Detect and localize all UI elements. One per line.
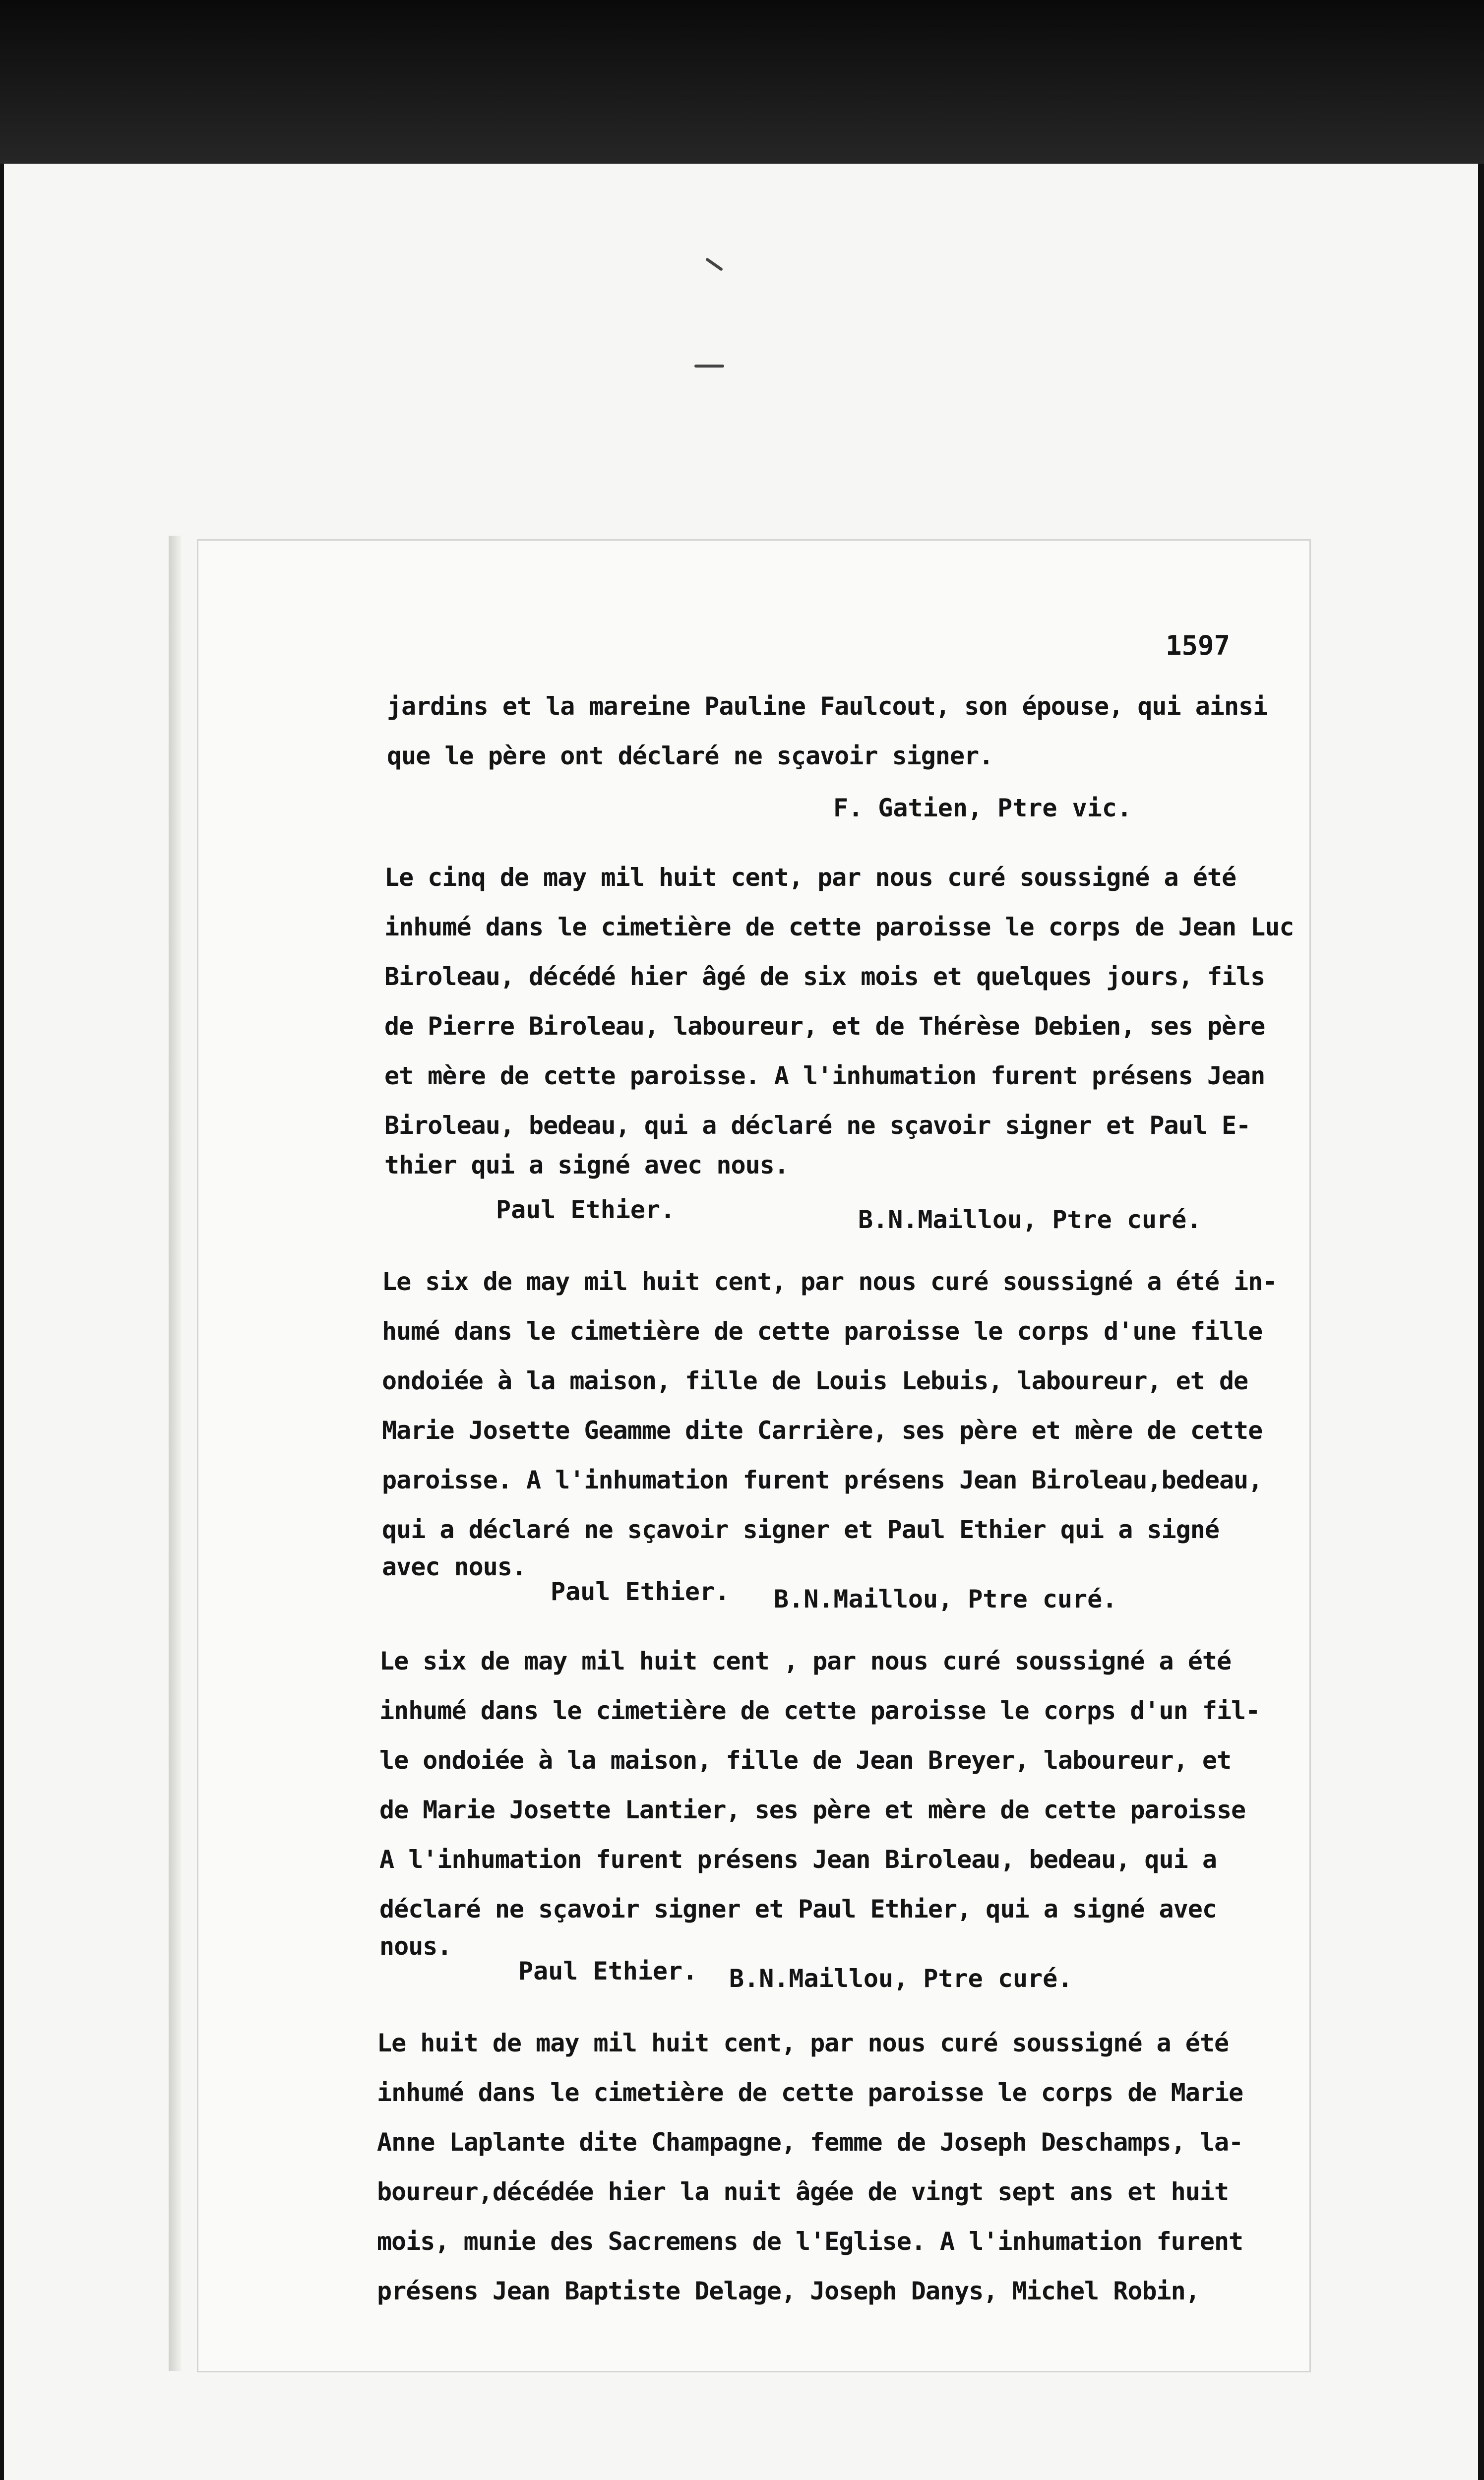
entry-line: Biroleau, décédé hier âgé de six mois et quelques jours, fils	[384, 962, 1265, 991]
scratch-mark	[694, 365, 724, 368]
film-top-band	[0, 0, 1484, 164]
signature-witness: Paul Ethier.	[518, 1957, 698, 1985]
entry-line: thier qui a signé avec nous.	[384, 1151, 789, 1179]
entry-line: Le huit de may mil huit cent, par nous curé soussigné a été	[377, 2029, 1229, 2057]
signature-witness: Paul Ethier.	[496, 1195, 676, 1224]
entry-line: Biroleau, bedeau, qui a déclaré ne sçavoir signer et Paul E-	[384, 1111, 1251, 1140]
entry-line: le ondoiée à la maison, fille de Jean Breyer, laboureur, et	[379, 1746, 1232, 1775]
entry-line: inhumé dans le cimetière de cette paroisse le corps de Marie	[377, 2078, 1243, 2107]
entry-line: et mère de cette paroisse. A l'inhumation furent présens Jean	[384, 1061, 1265, 1090]
entry-line: présens Jean Baptiste Delage, Joseph Danys, Michel Robin,	[377, 2277, 1200, 2305]
entry-line: mois, munie des Sacremens de l'Eglise. A l'inhumation furent	[377, 2227, 1243, 2256]
entry-line: que le père ont déclaré ne sçavoir signer.	[387, 742, 993, 770]
signature-priest: B.N.Maillou, Ptre curé.	[774, 1585, 1117, 1613]
entry-line: boureur,décédée hier la nuit âgée de vingt sept ans et huit	[377, 2177, 1229, 2206]
signature-witness: Paul Ethier.	[551, 1577, 730, 1606]
signature-priest: F. Gatien, Ptre vic.	[833, 794, 1132, 822]
sheet-edge-shadow	[169, 536, 182, 2371]
entry-line: humé dans le cimetière de cette paroisse le corps d'une fille	[382, 1317, 1263, 1346]
entry-line: Le six de may mil huit cent , par nous curé soussigné a été	[379, 1647, 1232, 1675]
entry-line: qui a déclaré ne sçavoir signer et Paul Ethier qui a signé	[382, 1515, 1219, 1544]
entry-line: inhumé dans le cimetière de cette paroisse le corps de Jean Luc	[384, 913, 1294, 941]
entry-line: nous.	[379, 1932, 452, 1961]
page-number: 1597	[1166, 630, 1231, 661]
entry-line: Marie Josette Geamme dite Carrière, ses père et mère de cette	[382, 1416, 1263, 1445]
signature-priest: B.N.Maillou, Ptre curé.	[858, 1205, 1202, 1234]
entry-line: paroisse. A l'inhumation furent présens Jean Biroleau,bedeau,	[382, 1466, 1263, 1494]
entry-line: ondoiée à la maison, fille de Louis Lebuis, laboureur, et de	[382, 1366, 1248, 1395]
entry-line: A l'inhumation furent présens Jean Biroleau, bedeau, qui a	[379, 1845, 1217, 1874]
signature-priest: B.N.Maillou, Ptre curé.	[729, 1964, 1073, 1993]
entry-line: de Marie Josette Lantier, ses père et mère de cette paroisse	[379, 1796, 1246, 1824]
entry-line: Le six de may mil huit cent, par nous curé soussigné a été in-	[382, 1267, 1277, 1296]
entry-line: de Pierre Biroleau, laboureur, et de Thérèse Debien, ses père	[384, 1012, 1265, 1041]
entry-line: inhumé dans le cimetière de cette paroisse le corps d'un fil-	[379, 1696, 1260, 1725]
entry-line: Anne Laplante dite Champagne, femme de Joseph Deschamps, la-	[377, 2128, 1243, 2157]
entry-line: déclaré ne sçavoir signer et Paul Ethier, qui a signé avec	[379, 1895, 1217, 1923]
entry-line: avec nous.	[382, 1552, 527, 1581]
entry-line: jardins et la mareine Pauline Faulcout, son épouse, qui ainsi	[387, 692, 1268, 721]
entry-line: Le cinq de may mil huit cent, par nous curé soussigné a été	[384, 863, 1237, 892]
